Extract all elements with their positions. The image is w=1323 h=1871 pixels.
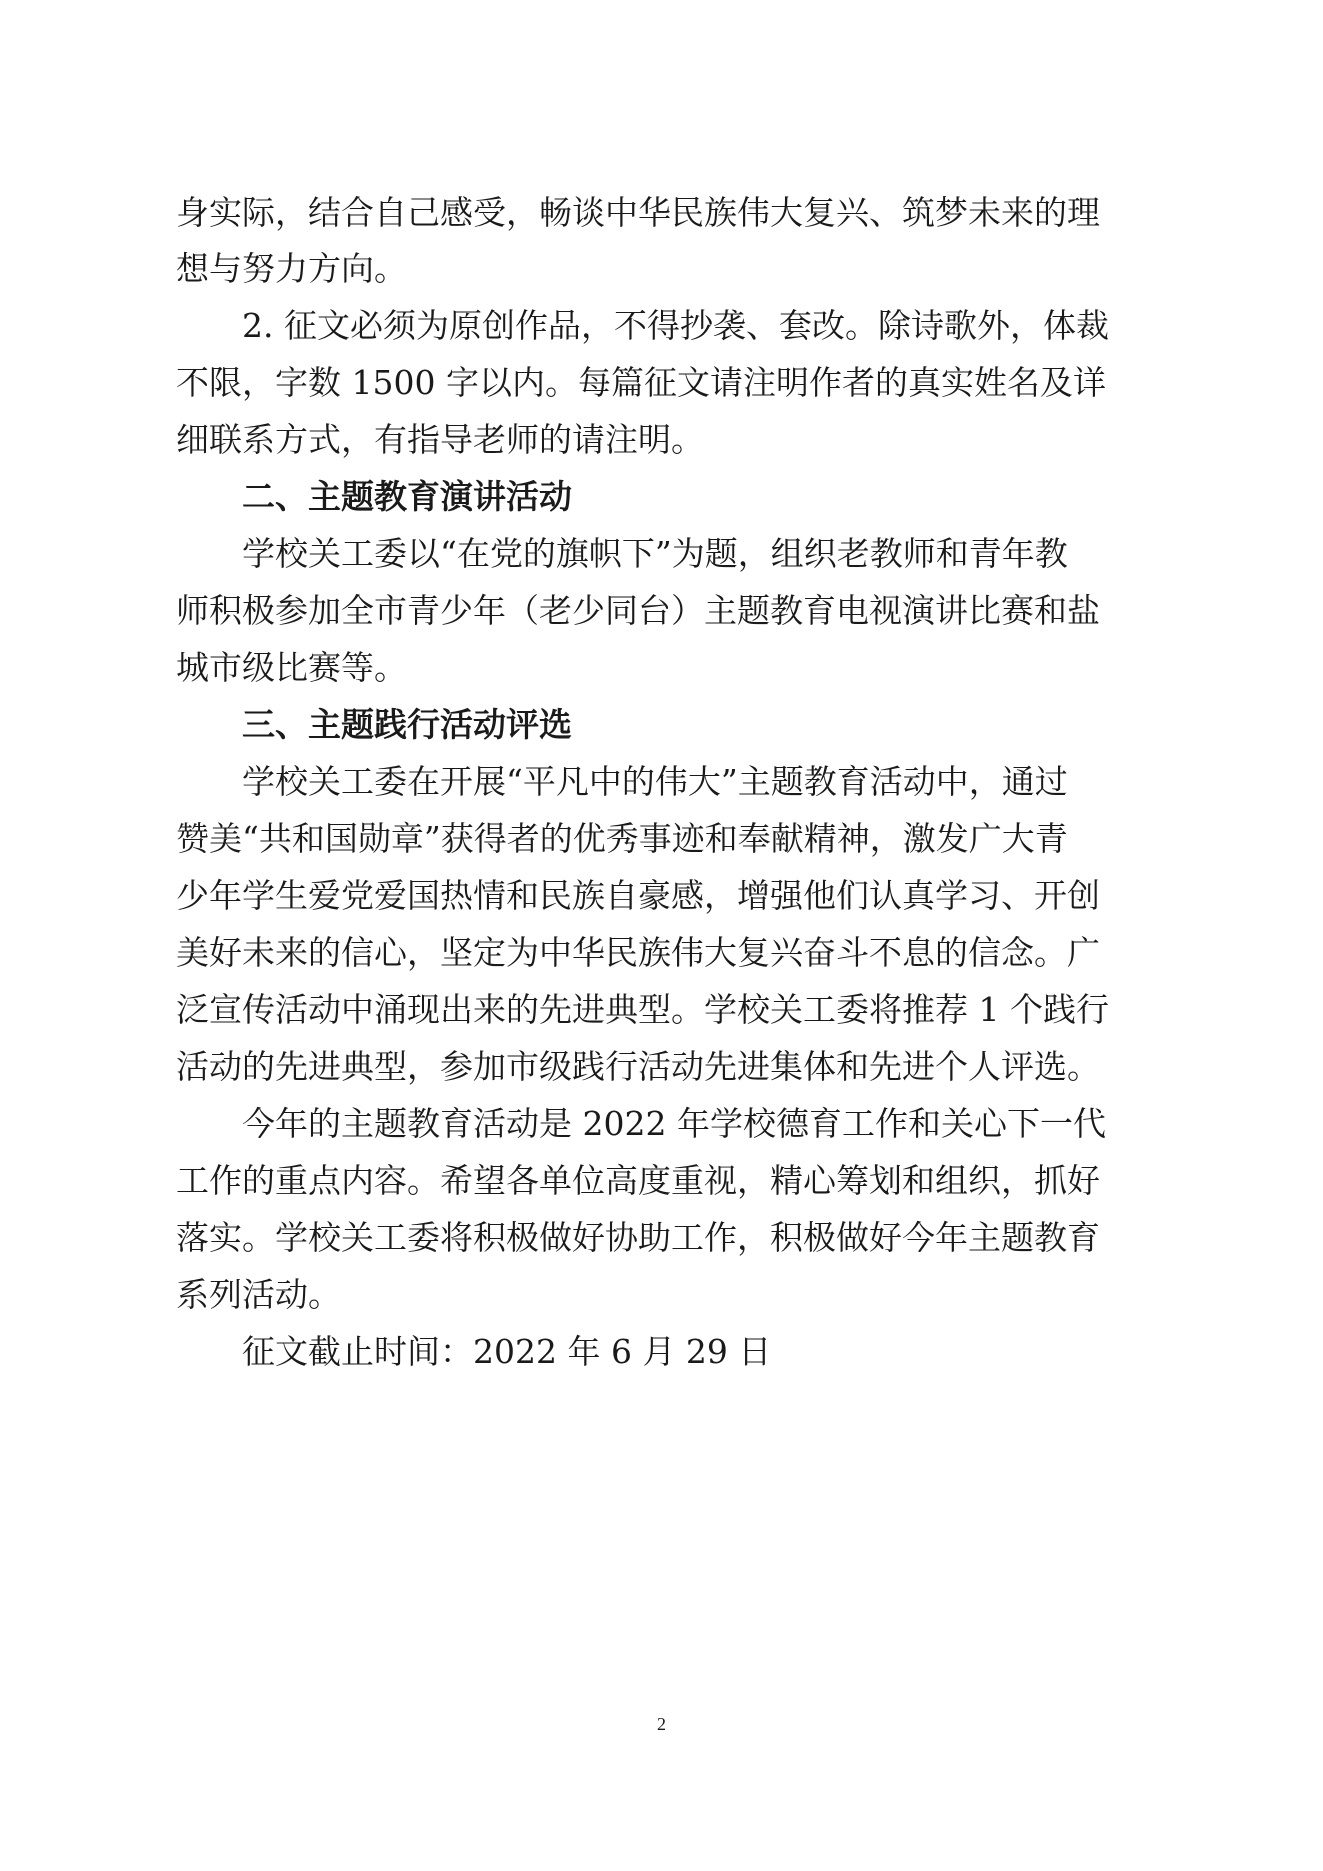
text-line: 美好未来的信心，坚定为中华民族伟大复兴奋斗不息的信念。广 [176,933,1100,972]
text-line: 师积极参加全市青少年（老少同台）主题教育电视演讲比赛和盐 [176,591,1100,630]
text-line: 细联系方式，有指导老师的请注明。 [176,420,704,459]
text-line: 活动的先进典型，参加市级践行活动先进集体和先进个人评选。 [176,1047,1100,1086]
text-line: 落实。学校关工委将积极做好协助工作，积极做好今年主题教育 [176,1218,1100,1257]
deadline-line: 征文截止时间：2022 年 6 月 29 日 [242,1332,772,1371]
text-line: 想与努力方向。 [176,249,407,288]
text-line: 学校关工委以“在党的旗帜下”为题，组织老教师和青年教 [242,534,1068,573]
section-heading-2: 二、主题教育演讲活动 [242,477,572,516]
text-line: 今年的主题教育活动是 2022 年学校德育工作和关心下一代 [242,1104,1106,1143]
text-line: 2. 征文必须为原创作品，不得抄袭、套改。除诗歌外，体裁 [242,306,1109,345]
text-line: 泛宣传活动中涌现出来的先进典型。学校关工委将推荐 1 个践行 [176,990,1109,1029]
text-line: 工作的重点内容。希望各单位高度重视，精心筹划和组织，抓好 [176,1161,1100,1200]
text-line: 城市级比赛等。 [176,648,407,687]
text-line: 学校关工委在开展“平凡中的伟大”主题教育活动中，通过 [242,762,1068,801]
text-line: 系列活动。 [176,1275,341,1314]
text-line: 身实际，结合自己感受，畅谈中华民族伟大复兴、筑梦未来的理 [176,193,1100,232]
section-heading-3: 三、主题践行活动评选 [242,705,572,744]
text-line: 少年学生爱党爱国热情和民族自豪感，增强他们认真学习、开创 [176,876,1100,915]
page-number: 2 [657,1714,666,1734]
text-line: 赞美“共和国勋章”获得者的优秀事迹和奉献精神，激发广大青 [176,819,1068,858]
text-line: 不限，字数 1500 字以内。每篇征文请注明作者的真实姓名及详 [176,363,1106,402]
